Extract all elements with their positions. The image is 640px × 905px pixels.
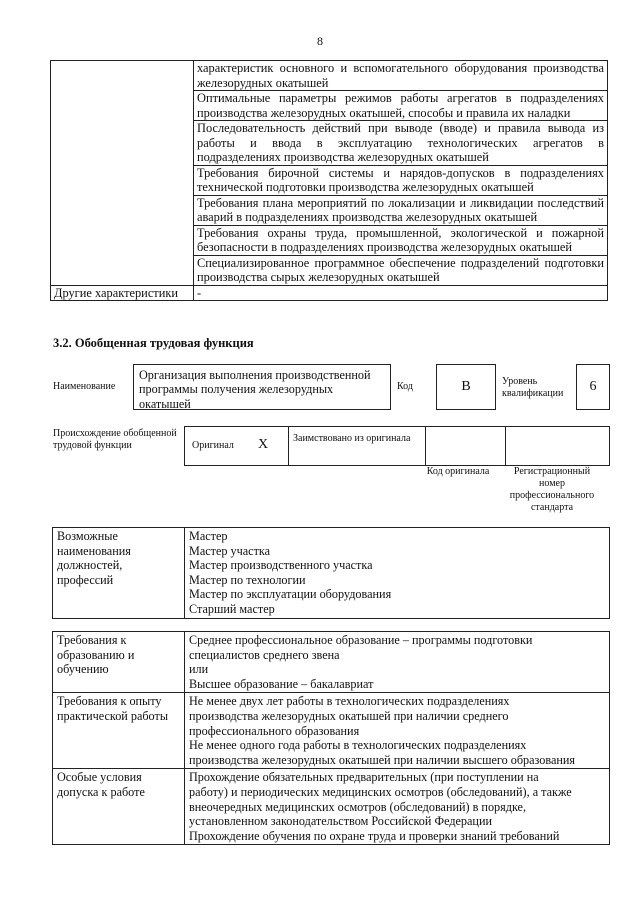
experience-label: Требования к опыту практической работы bbox=[53, 693, 185, 769]
function-name-box: Организация выполнения производственной программы получения железорудных окатышей bbox=[133, 364, 391, 410]
code-value-box: B bbox=[436, 364, 496, 410]
knowledge-row: Требования плана мероприятий по локализации и ликвидации последствий аварий в подразделениях производства железорудных окатышей bbox=[194, 195, 608, 225]
position-item: Старший мастер bbox=[189, 601, 275, 616]
knowledge-row: характеристик основного и вспомогательного оборудования производства железорудных окатышей bbox=[194, 61, 608, 91]
requirement-line: профессионального образования bbox=[189, 723, 360, 738]
borrowed-label: Заимствовано из оригинала bbox=[293, 433, 411, 444]
admission-conditions-value bbox=[185, 769, 610, 845]
original-mark: X bbox=[258, 437, 269, 452]
requirement-line: или bbox=[189, 662, 209, 677]
requirement-line: Не менее двух лет работы в технологических подразделениях bbox=[189, 694, 510, 709]
qualification-level-box: 6 bbox=[576, 364, 610, 410]
code-label: Код bbox=[397, 381, 413, 392]
requirement-line: Среднее профессиональное образование – программы подготовки bbox=[189, 633, 533, 647]
position-item: Мастер bbox=[189, 529, 228, 543]
admission-conditions-label: Особые условия допуска к работе bbox=[53, 769, 185, 845]
other-characteristics-value: - bbox=[194, 285, 608, 301]
knowledge-row: Требования бирочной системы и нарядов-допусков в подразделениях технической подготовки производства железорудных окатышей bbox=[194, 165, 608, 195]
other-characteristics-label: Другие характеристики bbox=[51, 285, 194, 301]
education-value bbox=[185, 632, 610, 693]
requirement-line: Не менее одного года работы в технологических подразделениях bbox=[189, 738, 527, 753]
education-label: Требования к образованию и обучению bbox=[53, 632, 185, 693]
knowledge-label-cell bbox=[51, 61, 194, 286]
requirement-line: производства железорудных окатышей при наличии высшего образования bbox=[189, 752, 576, 767]
positions-label: Возможные наименования должностей, профессий bbox=[53, 528, 185, 619]
position-item: Мастер участка bbox=[189, 543, 271, 558]
qualification-level-label: Уровень квалификации bbox=[502, 376, 564, 399]
section-heading: 3.2. Обобщенная трудовая функция bbox=[53, 336, 254, 350]
requirement-line: установленном законодательством Российской Федерации bbox=[189, 814, 493, 829]
requirement-line: работу) и периодических медицинских осмотров (обследований), а также bbox=[189, 784, 572, 799]
requirement-line: специалистов среднего звена bbox=[189, 647, 340, 662]
original-label: Оригинал bbox=[192, 440, 234, 451]
requirement-line: Прохождение обязательных предварительных (при поступлении на bbox=[189, 770, 539, 785]
origin-label: Происхождение обобщенной трудовой функции bbox=[53, 428, 177, 451]
requirement-line: внеочередных медицинских осмотров (обследований) в порядке, bbox=[189, 799, 527, 814]
requirement-line: производства железорудных окатышей при наличии среднего bbox=[189, 708, 509, 723]
origin-table bbox=[184, 426, 610, 466]
registration-number-label: Регистрационный номер профессионального стандарта bbox=[509, 466, 595, 513]
knowledge-table bbox=[50, 60, 608, 301]
knowledge-row: Специализированное программное обеспечение подразделений подготовки производства сырых железорудных окатышей bbox=[194, 255, 608, 285]
name-label: Наименование bbox=[53, 381, 116, 392]
knowledge-row: Требования охраны труда, промышленной, экологической и пожарной безопасности в подразделениях производства железорудных окатышей bbox=[194, 225, 608, 255]
knowledge-row: Оптимальные параметры режимов работы агрегатов в подразделениях производства железорудных окатышей, способы и правила их наладки bbox=[194, 91, 608, 121]
positions-list bbox=[185, 528, 610, 619]
knowledge-row: Последовательность действий при выводе (вводе) и правила вывода из работы и ввода в эксплуатацию технологических агрегатов в подразделениях производства железорудных окатышей bbox=[194, 121, 608, 166]
page-number: 8 bbox=[317, 34, 323, 48]
experience-value bbox=[185, 693, 610, 769]
position-item: Мастер по эксплуатации оборудования bbox=[189, 587, 392, 602]
positions-table bbox=[52, 527, 610, 619]
position-item: Мастер по технологии bbox=[189, 572, 306, 587]
position-item: Мастер производственного участка bbox=[189, 558, 373, 573]
original-code-label: Код оригинала bbox=[426, 466, 490, 477]
requirement-line: Высшее образование – бакалавриат bbox=[189, 676, 374, 691]
requirements-table bbox=[52, 631, 610, 845]
requirement-line: Прохождение обучения по охране труда и проверки знаний требований bbox=[189, 828, 560, 843]
